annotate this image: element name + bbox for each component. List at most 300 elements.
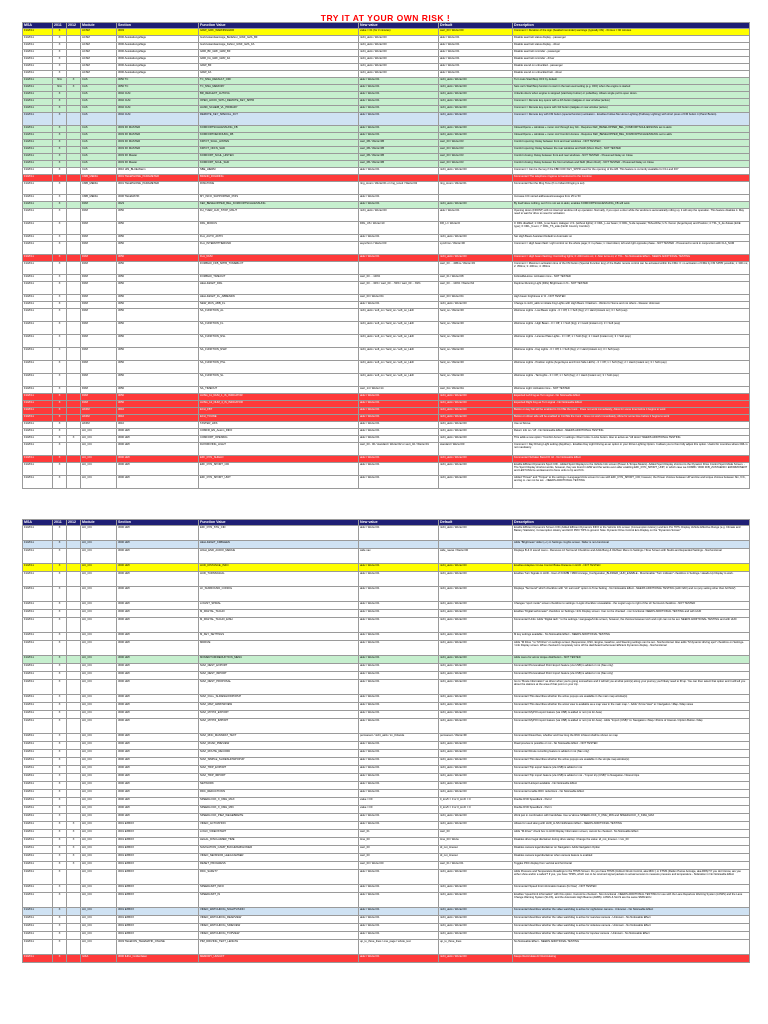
cell-default: nicht_aktiv / Werte=00 [439, 572, 513, 587]
cell-description: Kommentar=describes whether the video watchdog is active for nightvision camera - Unknown - No Noticeable Effect [513, 908, 750, 916]
cell-msa: F10/F11 [23, 133, 53, 140]
cell-new-value: value = FF [359, 798, 439, 806]
cell-function-value: GRW_GRK_WARNINGHDR [199, 29, 359, 36]
cell-section: 3000 HMI [117, 526, 199, 541]
cell-msa: F10/F11 [23, 656, 53, 664]
cell-module: CMB_MEDIA [81, 175, 117, 182]
cell-description: Enable Efficient Dynamics Sport CID - Added Sport Displays to the Vehicle Info screen (Power & Torque Meters). Added Sport Display shortcut to the Dynamic Drive Control Sport Mode Screen. - The Sport Display shortcut works, however, they are found in EfW and the works even after enabling EFF_DYN_SPORT_UNIT, in which case we KOMBI / 3000 FFB_ZUSTAEND / ERORMONENT and LESTUNG be workaround to force units to hp and ft lb. [513, 463, 750, 476]
cell-new-value: aktiv / Werte=01 [359, 463, 439, 476]
cell-description: Kommentar=describes whether the video watchdog is active for sideview camera - Unknown - No Noticeable Effect [513, 924, 750, 932]
cell-msa: F10/F11 [23, 374, 53, 387]
cell-y2012 [67, 798, 81, 806]
cell-y2011: X [53, 633, 67, 641]
cell-default: wert_0A / Werte=0A [439, 387, 513, 394]
cell-y2012 [67, 302, 81, 309]
table-row [23, 695, 750, 703]
cell-function-value: VIDEO_WATCHDOG_REARVIEW [199, 916, 359, 924]
cell-section: 3050 [117, 322, 199, 335]
cell-function-value: VIDEO_ACTIVATION [199, 822, 359, 830]
cell-msa: F10/F11 [23, 309, 53, 322]
cell-module: HU_CIC [81, 862, 117, 870]
cell-function-value: FH_TUER_AUF_STOP_MAUT [199, 209, 359, 222]
cell-section: 3050 [117, 209, 199, 222]
cell-new-value: value = 01 (for 3 minutes) [359, 29, 439, 36]
cell-description: Kommentar=Speed limit information feature (for Nav) - NOT TESTED [513, 885, 750, 893]
cell-new-value: time_00 [359, 838, 439, 846]
cell-default: nicht_aktiv / Werte=00 [439, 814, 513, 822]
cell-y2011: X [53, 750, 67, 758]
cell-function-value: NAVI_SIMPLE_SLIDESHOWPOPUP [199, 758, 359, 766]
cell-module: ACSM [81, 57, 117, 64]
cell-msa: F10/F11 [23, 893, 53, 908]
cell-y2012 [67, 147, 81, 154]
cell-y2012 [67, 633, 81, 641]
cell-y2011: X [53, 798, 67, 806]
cell-function-value: SA_FUNKTION_PSL [199, 361, 359, 374]
cell-description: Enables "speed limit information" with this option. Cannot be checked - Non-functional - NEEDS ADDITIONAL TESTING for use with the Lane Departure Warning System (LDWS) and the Lane Change Warning System (SLCS), and the Automatic High Beams (AHBS). LDWS & SLCS are the same SMW ECU. [513, 893, 750, 908]
cell-description: Kommentar=MyPOI export feature (via USB) is added or not (not for Asia) [513, 711, 750, 719]
cell-default: hard_on / Werte=00 [439, 309, 513, 322]
cell-module: FRM [81, 222, 117, 235]
cell-function-value: NAVI_MAP_ARROWVIEW [199, 703, 359, 711]
cell-y2012 [67, 641, 81, 656]
cell-module: CAS [81, 85, 117, 92]
cell-section: 3050 [117, 348, 199, 361]
cell-y2012 [67, 99, 81, 106]
cell-new-value: aktiv / Werte=01 [359, 195, 439, 202]
column-header-default: Default [439, 23, 513, 29]
cell-y2011: X [53, 846, 67, 854]
cell-msa: F10/F11 [23, 695, 53, 703]
cell-function-value: SPEEDLIMIT_IN [199, 893, 359, 908]
cell-section: 3001 EXBOX [117, 893, 199, 908]
table-row [23, 57, 750, 64]
cell-y2011: X [53, 422, 67, 429]
cell-module: CAS [81, 113, 117, 126]
cell-function-value: KOMFORTOEFFNUNG_FB [199, 133, 359, 140]
cell-module: HU_CIC [81, 711, 117, 719]
cell-section: 3050 TC [117, 85, 199, 92]
table-row [23, 916, 750, 924]
cell-default: nicht_aktiv / Werte=00 [439, 526, 513, 541]
cell-y2012 [67, 71, 81, 78]
cell-msa: F10/F11 [23, 572, 53, 587]
cell-description: Welcome Lights - Tail Lights - 0 = Off; 1 = Soft (fog); 2 = Hard (instant on); 3 = Soft (esp) [513, 374, 750, 387]
cell-y2012 [67, 422, 81, 429]
cell-new-value: aktiv / Werte=01 [359, 394, 439, 401]
cell-module: CAS [81, 106, 117, 113]
cell-new-value: asynchron / Werte=00 [359, 242, 439, 255]
cell-description: FollowMeHome: Activation time - NOT TESTED [513, 275, 750, 282]
cell-module: CAS [81, 147, 117, 154]
cell-y2011: X [53, 182, 67, 195]
cell-description: Comment = Can be the key if the FBD COF KEY_SPPR used for the opening of the HB. This feature is currently available for F11 and F07 [513, 168, 750, 175]
cell-module: HU_CIC [81, 618, 117, 633]
cell-default: nicht_aktiv / Werte=00 [439, 422, 513, 429]
cell-section: 3050 [117, 387, 199, 394]
cell-y2012 [67, 394, 81, 401]
cell-module: FRM [81, 309, 117, 322]
cell-y2012 [67, 790, 81, 798]
cell-msa: F10/F11 [23, 182, 53, 195]
cell-y2011: X [53, 916, 67, 924]
cell-description: Welcome Lights - License Plate Lights - 0 = Off; 1 = Soft (fog); 2 = Hard (instant on); 3 = Soft (esp) [513, 335, 750, 348]
cell-y2011: X [53, 564, 67, 572]
cell-description: Opening doors (FRONT) will not interrupt window roll up operation. Normally, if you open a door while the window is automatically rolling up, it will stop the operation. This feature disables it. May need to wait for drive to reset for activation [513, 209, 750, 222]
cell-default: synchron / Werte=00 [439, 242, 513, 255]
cell-section: 3050 [117, 394, 199, 401]
cell-function-value: Gurtzustandsanzeige_Fahrer_GWF_GZA_FA [199, 43, 359, 50]
cell-section: 3000 HMI [117, 618, 199, 633]
cell-y2011: X [53, 822, 67, 830]
column-header-new-value: New value [359, 23, 439, 29]
cell-description: Unlocks doors when engine is stopped (start/stop button) or pulled/key. Allows single pull to open doors. [513, 92, 750, 99]
cell-new-value: up_to_three_lines / one_page / whole_text [359, 940, 439, 955]
cell-module: FRM [81, 209, 117, 222]
cell-description: Adds Pressure and Temperature Readings to the TPMS Screen. Do you have TPMS (Indirect Druck Control, aka RDC ) or FTMS (Reifen Panne Anzeige, aka RPA)? If you don't know, are you either show and/or a sabotr? If yes, you have TPMS, which can to be returned signal packets to actual sensors to measure pressure and temperature - Sideration in No Noticeable Effect [513, 870, 750, 885]
cell-msa: F10/F11 [23, 255, 53, 262]
cell-section: 3000 HMI [117, 703, 199, 711]
cell-default: aktiv / Werte=01 [439, 36, 513, 43]
table-row [23, 908, 750, 916]
cell-module: FRM [81, 262, 117, 275]
cell-function-value: KOMFORTSCHLIESSUNG_FB [199, 126, 359, 133]
cell-default: aktiv / Werte=01 [439, 50, 513, 57]
cell-default: nicht_aktiv / Werte=00 [439, 429, 513, 436]
cell-y2012: X [67, 436, 81, 443]
cell-new-value: wert_01 [359, 830, 439, 838]
cell-default: nicht_aktiv / Werte=00 [439, 641, 513, 656]
cell-description: Kommentar=Set the Ring Tone (If no Iridand Ringing is set) [513, 182, 750, 195]
cell-default: nicht_aktiv / Werte=00 [439, 476, 513, 489]
cell-default: nicht_aktiv / Werte=00 [439, 672, 513, 680]
cell-y2011: X [53, 443, 67, 456]
cell-default [439, 541, 513, 549]
cell-module: HU_CIC [81, 782, 117, 790]
cell-default: nicht_aktiv / Werte=00 [439, 916, 513, 924]
cell-description: Comment = Maximum activation time of the FM button (Special Function key) of the Radio remote control can be activated within the FMA: 0: no activation of FMH by FM SPPR possible; 1: 300 ms; 2: 350ms; 3: 400ms; 4: 450ms [513, 262, 750, 275]
cell-new-value: aktiv / Werte=01 [359, 113, 439, 126]
cell-y2011: X [53, 361, 67, 374]
cell-module: CAS [81, 168, 117, 175]
cell-description: This adds a new option "Comfort Acces" in settings->Door locks->Locks button. Also to active as "All doors" NEEDS ADDITIONAL TESTING [513, 436, 750, 443]
column-header-description: Description [513, 520, 750, 526]
cell-section: 3000 HMI [117, 564, 199, 572]
cell-default: wert_00 / Werte=03 [439, 161, 513, 168]
cell-function-value: COMFORT_OPENING [199, 436, 359, 443]
cell-function-value: NAVI_TRIP_EXPORT [199, 766, 359, 774]
cell-y2012 [67, 429, 81, 436]
cell-new-value: nicht_aktiv / soft_on / hard_on / soft_on_LED [359, 348, 439, 361]
cell-description: Changes "sport mode" screen checkbox to settings->Logist checkbox unavailable - the Logist Logo to right of the LF Surround checkbox - NOT TESTED [513, 602, 750, 610]
cell-msa: F10/F11 [23, 415, 53, 422]
cell-new-value: aktiv / Werte=01 [359, 106, 439, 113]
cell-function-value: NAVI_DEST_PROPOSAL [199, 680, 359, 695]
cell-y2012 [67, 29, 81, 36]
cell-new-value: permanent / nicht_aktiv / im_Kirlande [359, 734, 439, 742]
cell-y2011: X [53, 71, 67, 78]
cell-function-value: SA_TIMEOUT [199, 387, 359, 394]
cell-description: Comfort closing: Delay between the front windows and SHD (Moon Roof) - NOT TESTED - Presumed Delay on Close [513, 161, 750, 168]
cell-function-value: GRR_BF_GRF_GRR_BF [199, 50, 359, 57]
cell-msa: F10/F11 [23, 168, 53, 175]
cell-y2011: X [53, 195, 67, 202]
cell-msa: F10/F11 [23, 29, 53, 36]
cell-default: hard_on / Werte=00 [439, 335, 513, 348]
cell-module: HU_CIC [81, 641, 117, 656]
cell-msa: F10/F11 [23, 541, 53, 549]
table-row [23, 106, 750, 113]
table-row [23, 742, 750, 750]
cell-msa: F10/F11 [23, 774, 53, 782]
cell-description: Disable sound on unbuckled belt - driver [513, 71, 750, 78]
cell-section: 3000 HMI [117, 541, 199, 549]
table-row [23, 541, 750, 549]
cell-function-value: MEMORY_UMLUFT [199, 955, 359, 963]
cell-new-value: aktiv / Werte=01 [359, 916, 439, 924]
table-row [23, 348, 750, 361]
cell-y2011: X [53, 885, 67, 893]
table-row [23, 774, 750, 782]
cell-function-value: REMOTE_KEY_SPECIAL_FCT [199, 113, 359, 126]
cell-function-value: FLA_AUTO_AKTIV [199, 235, 359, 242]
cell-y2011: X [53, 64, 67, 71]
cell-new-value: aktiv / Werte=01 [359, 695, 439, 703]
cell-module: FRM [81, 374, 117, 387]
cell-y2011: X [53, 302, 67, 309]
cell-default: nicht_aktiv / Werte=00 [439, 564, 513, 572]
cell-y2012 [67, 672, 81, 680]
table-row [23, 85, 750, 92]
cell-new-value: nicht_aktiv / soft_on / hard_on / soft_on_LED [359, 335, 439, 348]
cell-module: FRM [81, 387, 117, 394]
cell-y2011: X [53, 695, 67, 703]
cell-module: HU_CIC [81, 456, 117, 463]
cell-new-value: wert_0B / Werte=0B [359, 154, 439, 161]
cell-msa: F10/F11 [23, 401, 53, 408]
cell-section: 3001 EXBOX [117, 870, 199, 885]
cell-default: DR_LI / Werte=0 [439, 222, 513, 235]
cell-module: HU_CIC [81, 564, 117, 572]
cell-msa: F10/F11 [23, 99, 53, 106]
cell-section: 3001 EXBOX [117, 908, 199, 916]
cell-default [439, 175, 513, 182]
cell-default: nicht_aktiv / Werte=00 [439, 302, 513, 309]
cell-msa: F10/F11 [23, 422, 53, 429]
cell-default: nicht_aktiv / Werte=00 [439, 908, 513, 916]
cell-new-value: wert_14 / Werte=14 [359, 387, 439, 394]
table-row [23, 711, 750, 719]
cell-new-value: nicht_aktiv / Werte=00 [359, 57, 439, 64]
cell-function-value: M_DIGITAL_TACHO [199, 610, 359, 618]
cell-y2012 [67, 175, 81, 182]
cell-section: 3000 HMI [117, 711, 199, 719]
cell-function-value: RESET_PROGRESS [199, 862, 359, 870]
cell-y2012 [67, 664, 81, 672]
cell-new-value: aktiv / Werte=01 [359, 719, 439, 734]
cell-new-value: aktiv / Werte=01 [359, 766, 439, 774]
cell-module: FRM [81, 255, 117, 262]
cell-default: nicht_aktiv / Werte=00 [439, 711, 513, 719]
cell-default: wide_navas / Werte=00 [439, 549, 513, 564]
cell-section: 3000 HMI [117, 814, 199, 822]
cell-module: HU_CIC [81, 932, 117, 940]
cell-section: 3000 Ausstattungsflags [117, 43, 199, 50]
cell-y2011: X [53, 235, 67, 242]
cell-msa: F10/F11 [23, 50, 53, 57]
cell-description: Kommentar=Hotspot available - No Noticeable Effect [513, 782, 750, 790]
cell-y2011: X [53, 940, 67, 955]
cell-y2012 [67, 222, 81, 235]
table-row [23, 618, 750, 633]
cell-default: td_not_timeout [439, 846, 513, 854]
cell-msa: F10/F11 [23, 870, 53, 885]
cell-msa: F10/F11 [23, 295, 53, 302]
table-row [23, 758, 750, 766]
cell-module: HU_CIC [81, 806, 117, 814]
cell-default: nicht_aktiv / Werte=00 [439, 955, 513, 963]
cell-y2011: X [53, 814, 67, 822]
cell-new-value: aktiv / Werte=01 [359, 302, 439, 309]
table-row [23, 202, 750, 209]
cell-module: HU_CIC [81, 672, 117, 680]
table-row [23, 549, 750, 564]
cell-msa: F10/F11 [23, 476, 53, 489]
cell-new-value: wert_00 / Werte=00 [359, 862, 439, 870]
cell-msa: F10/F11 [23, 92, 53, 99]
cell-default: nicht_aktiv / Werte=00 [439, 85, 513, 92]
cell-section: 3000 Ausstattungsflags [117, 36, 199, 43]
cell-section: 3000 HMI [117, 719, 199, 734]
cell-default: nicht_aktiv / Werte=00 [439, 742, 513, 750]
cell-default: nicht_aktiv / Werte=00 [439, 680, 513, 695]
cell-section: 3000 HMI [117, 742, 199, 750]
cell-new-value: nicht_aktiv / soft_on / hard_on / soft_on_LED [359, 374, 439, 387]
cell-module: FRM [81, 295, 117, 302]
cell-y2011: X [53, 348, 67, 361]
cell-new-value: wert_00 - 00 / standard / Werte=02 or wert_02 / Werte=01 [359, 443, 439, 456]
cell-new-value: aktiv / Werte=01 [359, 750, 439, 758]
cell-description: Kommentar=This describes whether the arrive popups are available in the main map window(s) [513, 695, 750, 703]
cell-default: nicht_aktiv / Werte=00 [439, 932, 513, 940]
cell-module: CAS [81, 133, 117, 140]
cell-description: Kommentar=This describes whether the arrow view is available as a map view in the main map / - Adds "Arrow View" to: Navigation->Map->Map views [513, 703, 750, 711]
cell-y2012 [67, 113, 81, 126]
cell-section: 3002 CLM [117, 113, 199, 126]
cell-msa: F10/F11 [23, 394, 53, 401]
cell-new-value: wert_00 ... 30% / wert_00 ... 50% / wert_00 ... 81% [359, 282, 439, 295]
cell-y2011: X [53, 202, 67, 209]
cell-msa: F10/F11 [23, 335, 53, 348]
cell-section: 3002 CLM [117, 99, 199, 106]
cell-new-value: aktiv / Werte=01 [359, 602, 439, 610]
cell-new-value: aktiv / Werte=01 [359, 893, 439, 908]
table-row [23, 235, 750, 242]
cell-description: Enable Efficient Dynamics Screen CID (Added Efficient Dynamics INFO to the Vehicle Info screen (Consumption History) and Eco Pro TIPS. Display Vehicle Effective Range (e.g. Climate and Battery Statistics). Consumption History and ECO PRO TIPS to ground. Note: Dynamic Drive Control Eco Display on the "Dynamics Screen" [513, 526, 750, 541]
cell-y2012 [67, 168, 81, 175]
cell-y2012 [67, 415, 81, 422]
cell-msa: F10/F11 [23, 140, 53, 147]
cell-default: permanent / Werte=FF [439, 734, 513, 742]
cell-y2012 [67, 295, 81, 302]
cell-function-value: MDRIVE [199, 641, 359, 656]
column-header-module: Module [81, 520, 117, 526]
cell-y2011: X [53, 113, 67, 126]
cell-module: HU_CIC [81, 758, 117, 766]
cell-y2012: X [67, 830, 81, 838]
cell-y2012 [67, 463, 81, 476]
cell-function-value: KOMFORT_SCHL_HINTEN [199, 154, 359, 161]
column-header-section: Section [117, 520, 199, 526]
cell-msa: F10/F11 [23, 275, 53, 282]
cell-module: HU_CIC [81, 436, 117, 443]
cell-default: nicht_aktiv / Werte=00 [439, 133, 513, 140]
cell-function-value: VIDEO_WATCHDOG_TOPVIEW [199, 932, 359, 940]
cell-new-value [359, 541, 439, 549]
cell-function-value: OPEN_HOOK_WITH_REMOTE_KEY_SPPR [199, 99, 359, 106]
cell-section: 3000 HMI [117, 656, 199, 664]
cell-function-value: TC_MSA_DEFAULT_OFF [199, 78, 359, 85]
cell-new-value: aktiv / Werte=01 [359, 610, 439, 618]
cell-msa: F10/F11 [23, 235, 53, 242]
cell-y2012: X [67, 862, 81, 870]
column-header-y2012: 2012 [67, 520, 81, 526]
cell-msa: F10/F11 [23, 429, 53, 436]
cell-default: nicht_aktiv / Werte=00 [439, 408, 513, 415]
table-row [23, 932, 750, 940]
risk-banner: TRY IT AT YOUR OWN RISK ! [22, 14, 749, 23]
cell-y2012 [67, 916, 81, 924]
cell-function-value: KFPOT_OFFN_SHD [199, 147, 359, 154]
cell-default: nicht_aktiv / Werte=00 [439, 893, 513, 908]
cell-default: nicht_aktiv / Werte=00 [439, 99, 513, 106]
cell-new-value: aktiv / Werte=01 [359, 476, 439, 489]
cell-function-value: FOMBHO_TIMEOUT [199, 275, 359, 282]
cell-section: 3000 HMI [117, 476, 199, 489]
cell-description: Use w/ Above [513, 422, 750, 429]
cell-y2012 [67, 587, 81, 602]
cell-msa: F10/F11 [23, 798, 53, 806]
cell-section: 3050 [117, 255, 199, 262]
cell-y2012 [67, 549, 81, 564]
cell-default: nicht_aktiv / Werte=00 [439, 790, 513, 798]
cell-y2011: X [53, 790, 67, 798]
cell-msa: F10/F11 [23, 282, 53, 295]
cell-new-value: nicht_aktiv / Werte=00 [359, 43, 439, 50]
cell-msa: F10/F11 [23, 564, 53, 572]
cell-section: 3001 TELEPHONE_PARAMETER [117, 175, 199, 182]
cell-description: Adds "M driver" check box to HUD Display Information screen, cannot be checked - No Noticeable Effect [513, 830, 750, 838]
table-row [23, 147, 750, 154]
cell-function-value: DAYDRIVING_LIGHT [199, 443, 359, 456]
cell-section: 3001 EXBOX [117, 916, 199, 924]
cell-default: ring_tone1 / Werte=01 [439, 182, 513, 195]
cell-msa: F10/F11 [23, 202, 53, 209]
cell-function-value: ECH_TOUNE [199, 415, 359, 422]
cell-new-value: aktiv / Werte=01 [359, 870, 439, 885]
cell-description: Allows for used along with HUD_H-NS Notification Effect - NEEDS ADDITIONAL TESTING [513, 822, 750, 830]
cell-description: Adds menu for armor torque distribution - NOT TESTED [513, 656, 750, 664]
cell-default: wert_00 ... 40Bns / Werte=03 [439, 262, 513, 275]
cell-y2011: X [53, 275, 67, 282]
cell-function-value: BRAND_ROHDING [199, 175, 359, 182]
cell-section: 3000 HMI [117, 672, 199, 680]
cell-default: nicht_aktiv / Werte=00 [439, 92, 513, 99]
cell-msa: F10/F11 [23, 154, 53, 161]
cell-module: CAS [81, 78, 117, 85]
cell-y2011: X [53, 526, 67, 541]
cell-function-value: AUSG_11_NUM_1_IS_INDICATOR [199, 394, 359, 401]
